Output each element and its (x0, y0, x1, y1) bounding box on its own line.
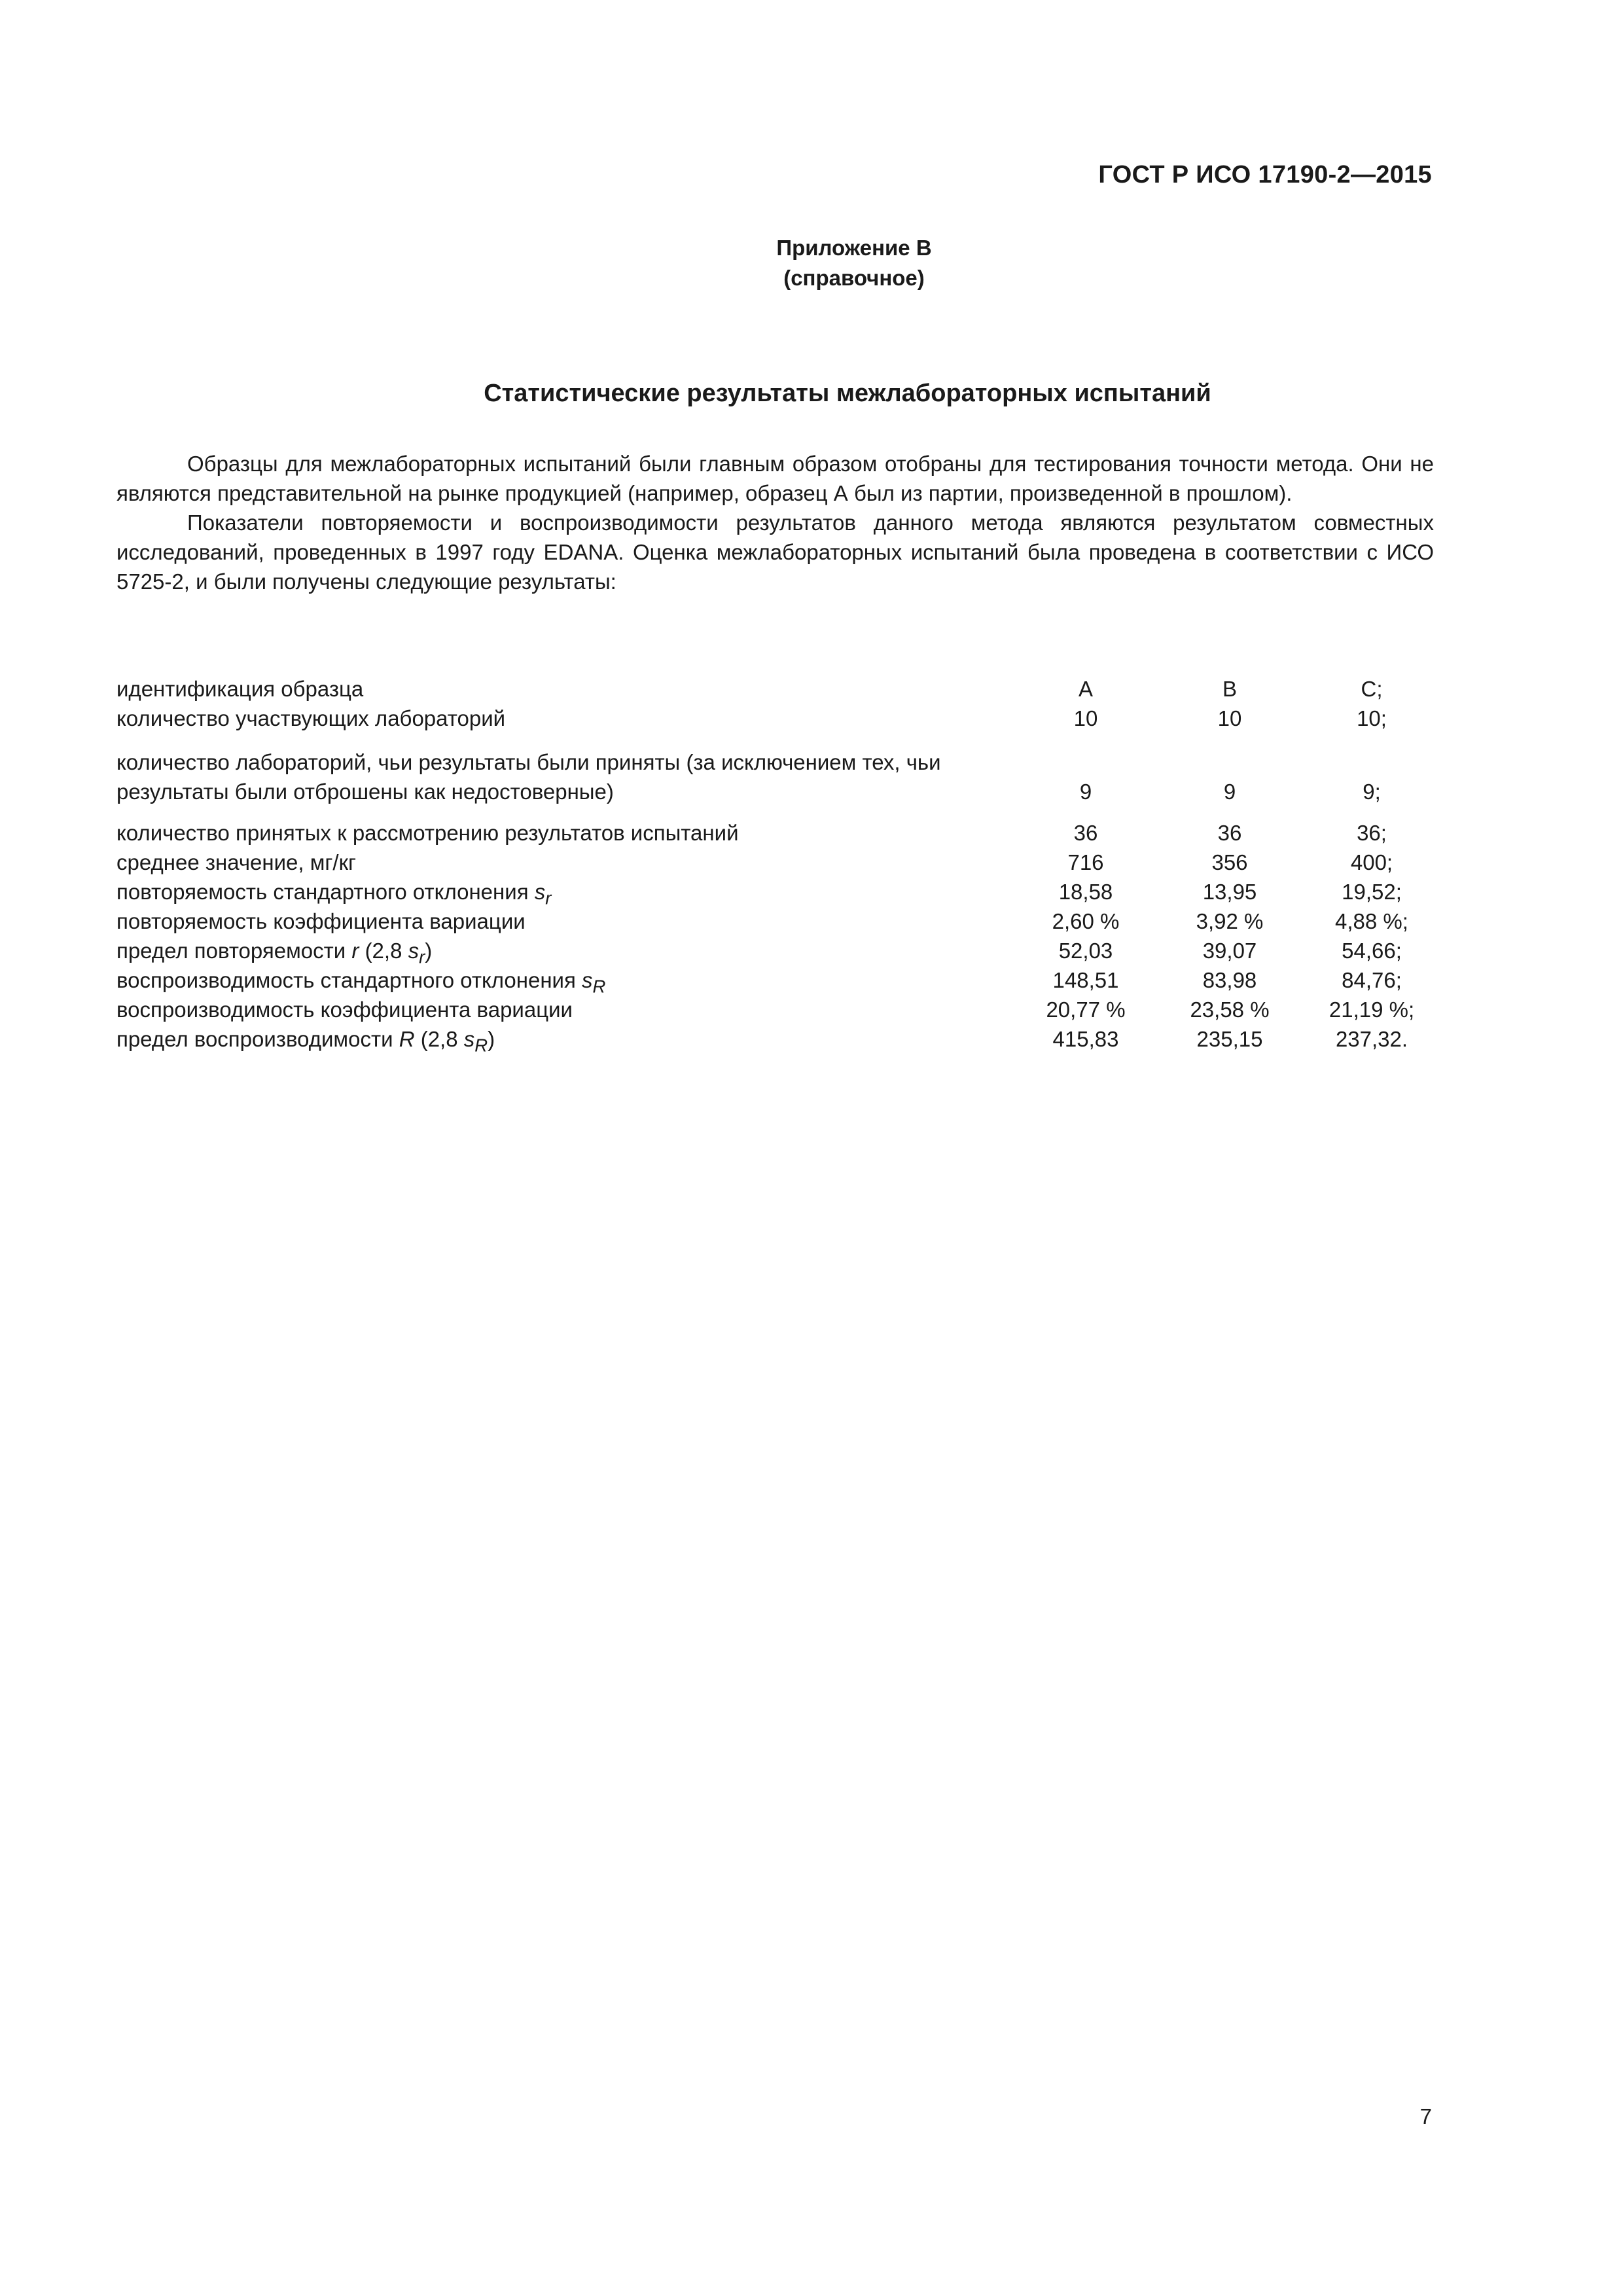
value-sample-a: 415,83 (1052, 1027, 1119, 1051)
value-sample-b: 39,07 (1202, 939, 1257, 963)
stats-label: среднее значение, мг/кг (116, 850, 357, 874)
value-sample-a: 36 (1073, 821, 1098, 845)
value-sample-c: 10; (1357, 706, 1387, 730)
value-sample-a: 148,51 (1052, 968, 1119, 992)
formula-subscript: r (419, 946, 425, 967)
value-sample-a: 10 (1073, 706, 1098, 730)
paragraph-2: Показатели повторяемости и воспроизводимости результатов данного метода являются результатом совместных исследований, проведенных в 1997 году EDANA. Оценка межлабораторных испытаний была проведена в соответствии с ИСО 5725-2, и были получены следующие результаты: (116, 511, 1434, 594)
symbol: r (351, 939, 359, 963)
appendix-subtitle: (справочное) (783, 266, 925, 290)
stats-label: повторяемость коэффициента вариации (116, 909, 526, 933)
label-text: повторяемость стандартного отклонения (116, 880, 529, 904)
stats-row-reproducibility-cv (116, 995, 1434, 1024)
value-sample-b: В (1222, 677, 1237, 701)
formula-open: (2,8 (420, 1027, 464, 1051)
label-text: воспроизводимость стандартного отклонения (116, 968, 576, 992)
formula-close: ) (488, 1027, 495, 1051)
value-sample-b: 9 (1223, 780, 1236, 804)
appendix-heading (0, 233, 1623, 293)
value-sample-b: 235,15 (1196, 1027, 1263, 1051)
section-title-text: Статистические результаты межлабораторных испытаний (484, 380, 1211, 407)
value-sample-c: 54,66; (1342, 939, 1402, 963)
section-title (0, 380, 1623, 408)
statistics-list (116, 674, 1434, 1054)
stats-row-repeatability-limit (116, 936, 1434, 965)
value-sample-c: 237,32. (1335, 1027, 1408, 1051)
value-sample-c: 4,88 %; (1335, 909, 1408, 933)
stats-row-repeatability-cv (116, 906, 1434, 936)
stats-row-accepted-labs (116, 747, 1434, 806)
stats-row-accepted-results (116, 818, 1434, 848)
value-sample-a: 20,77 % (1046, 997, 1126, 1022)
formula-subscript: R (474, 1035, 488, 1056)
stats-row-sample-id (116, 674, 1434, 704)
value-sample-c: 84,76; (1342, 968, 1402, 992)
value-sample-b: 10 (1217, 706, 1242, 730)
symbol: s (582, 968, 593, 992)
stats-label: количество лабораторий, чьи результаты были приняты (за исключением тех, чьи результаты были отброшены как недостоверные) (116, 750, 941, 804)
stats-row-participating-labs (116, 704, 1434, 733)
formula-symbol: s (463, 1027, 475, 1051)
stats-label: идентификация образца (116, 677, 364, 701)
symbol: R (399, 1027, 415, 1051)
value-sample-c: С; (1361, 677, 1383, 701)
appendix-title: Приложение В (776, 236, 932, 260)
value-sample-b: 23,58 % (1190, 997, 1270, 1022)
value-sample-a: 52,03 (1058, 939, 1113, 963)
stats-label: количество участвующих лабораторий (116, 706, 506, 730)
value-sample-b: 356 (1211, 850, 1248, 874)
label-text: предел воспроизводимости (116, 1027, 393, 1051)
value-sample-a: 2,60 % (1052, 909, 1120, 933)
value-sample-a: 18,58 (1058, 880, 1113, 904)
stats-label: количество принятых к рассмотрению результатов испытаний (116, 821, 739, 845)
symbol-subscript: r (545, 888, 552, 908)
symbol: s (534, 880, 546, 904)
stats-row-mean (116, 848, 1434, 877)
formula-symbol: s (408, 939, 419, 963)
page-number: 7 (1419, 2104, 1432, 2128)
body-text (116, 449, 1434, 596)
value-sample-c: 9; (1363, 780, 1381, 804)
formula-close: ) (425, 939, 433, 963)
value-sample-c: 400; (1350, 850, 1393, 874)
value-sample-c: 21,19 %; (1329, 997, 1415, 1022)
value-sample-b: 13,95 (1202, 880, 1257, 904)
value-sample-b: 36 (1217, 821, 1242, 845)
value-sample-b: 3,92 % (1196, 909, 1264, 933)
stats-label: воспроизводимость коэффициента вариации (116, 997, 573, 1022)
stats-row-repeatability-sd (116, 877, 1434, 906)
stats-row-reproducibility-sd (116, 965, 1434, 995)
value-sample-c: 19,52; (1342, 880, 1402, 904)
label-text: предел повторяемости (116, 939, 346, 963)
value-sample-a: 9 (1079, 780, 1092, 804)
symbol-subscript: R (592, 976, 606, 997)
value-sample-a: 716 (1067, 850, 1104, 874)
paragraph-1: Образцы для межлабораторных испытаний были главным образом отобраны для тестирования точности метода. Они не являются представительной на рынке продукцией (например, образец А был из партии, произведенной в прошлом). (116, 452, 1434, 505)
stats-label (116, 1024, 1033, 1060)
value-sample-a: А (1078, 677, 1093, 701)
formula-open: (2,8 (365, 939, 408, 963)
value-sample-b: 83,98 (1202, 968, 1257, 992)
document-code: ГОСТ Р ИСО 17190-2—2015 (1098, 161, 1432, 188)
value-sample-c: 36; (1357, 821, 1387, 845)
stats-row-reproducibility-limit (116, 1024, 1434, 1054)
